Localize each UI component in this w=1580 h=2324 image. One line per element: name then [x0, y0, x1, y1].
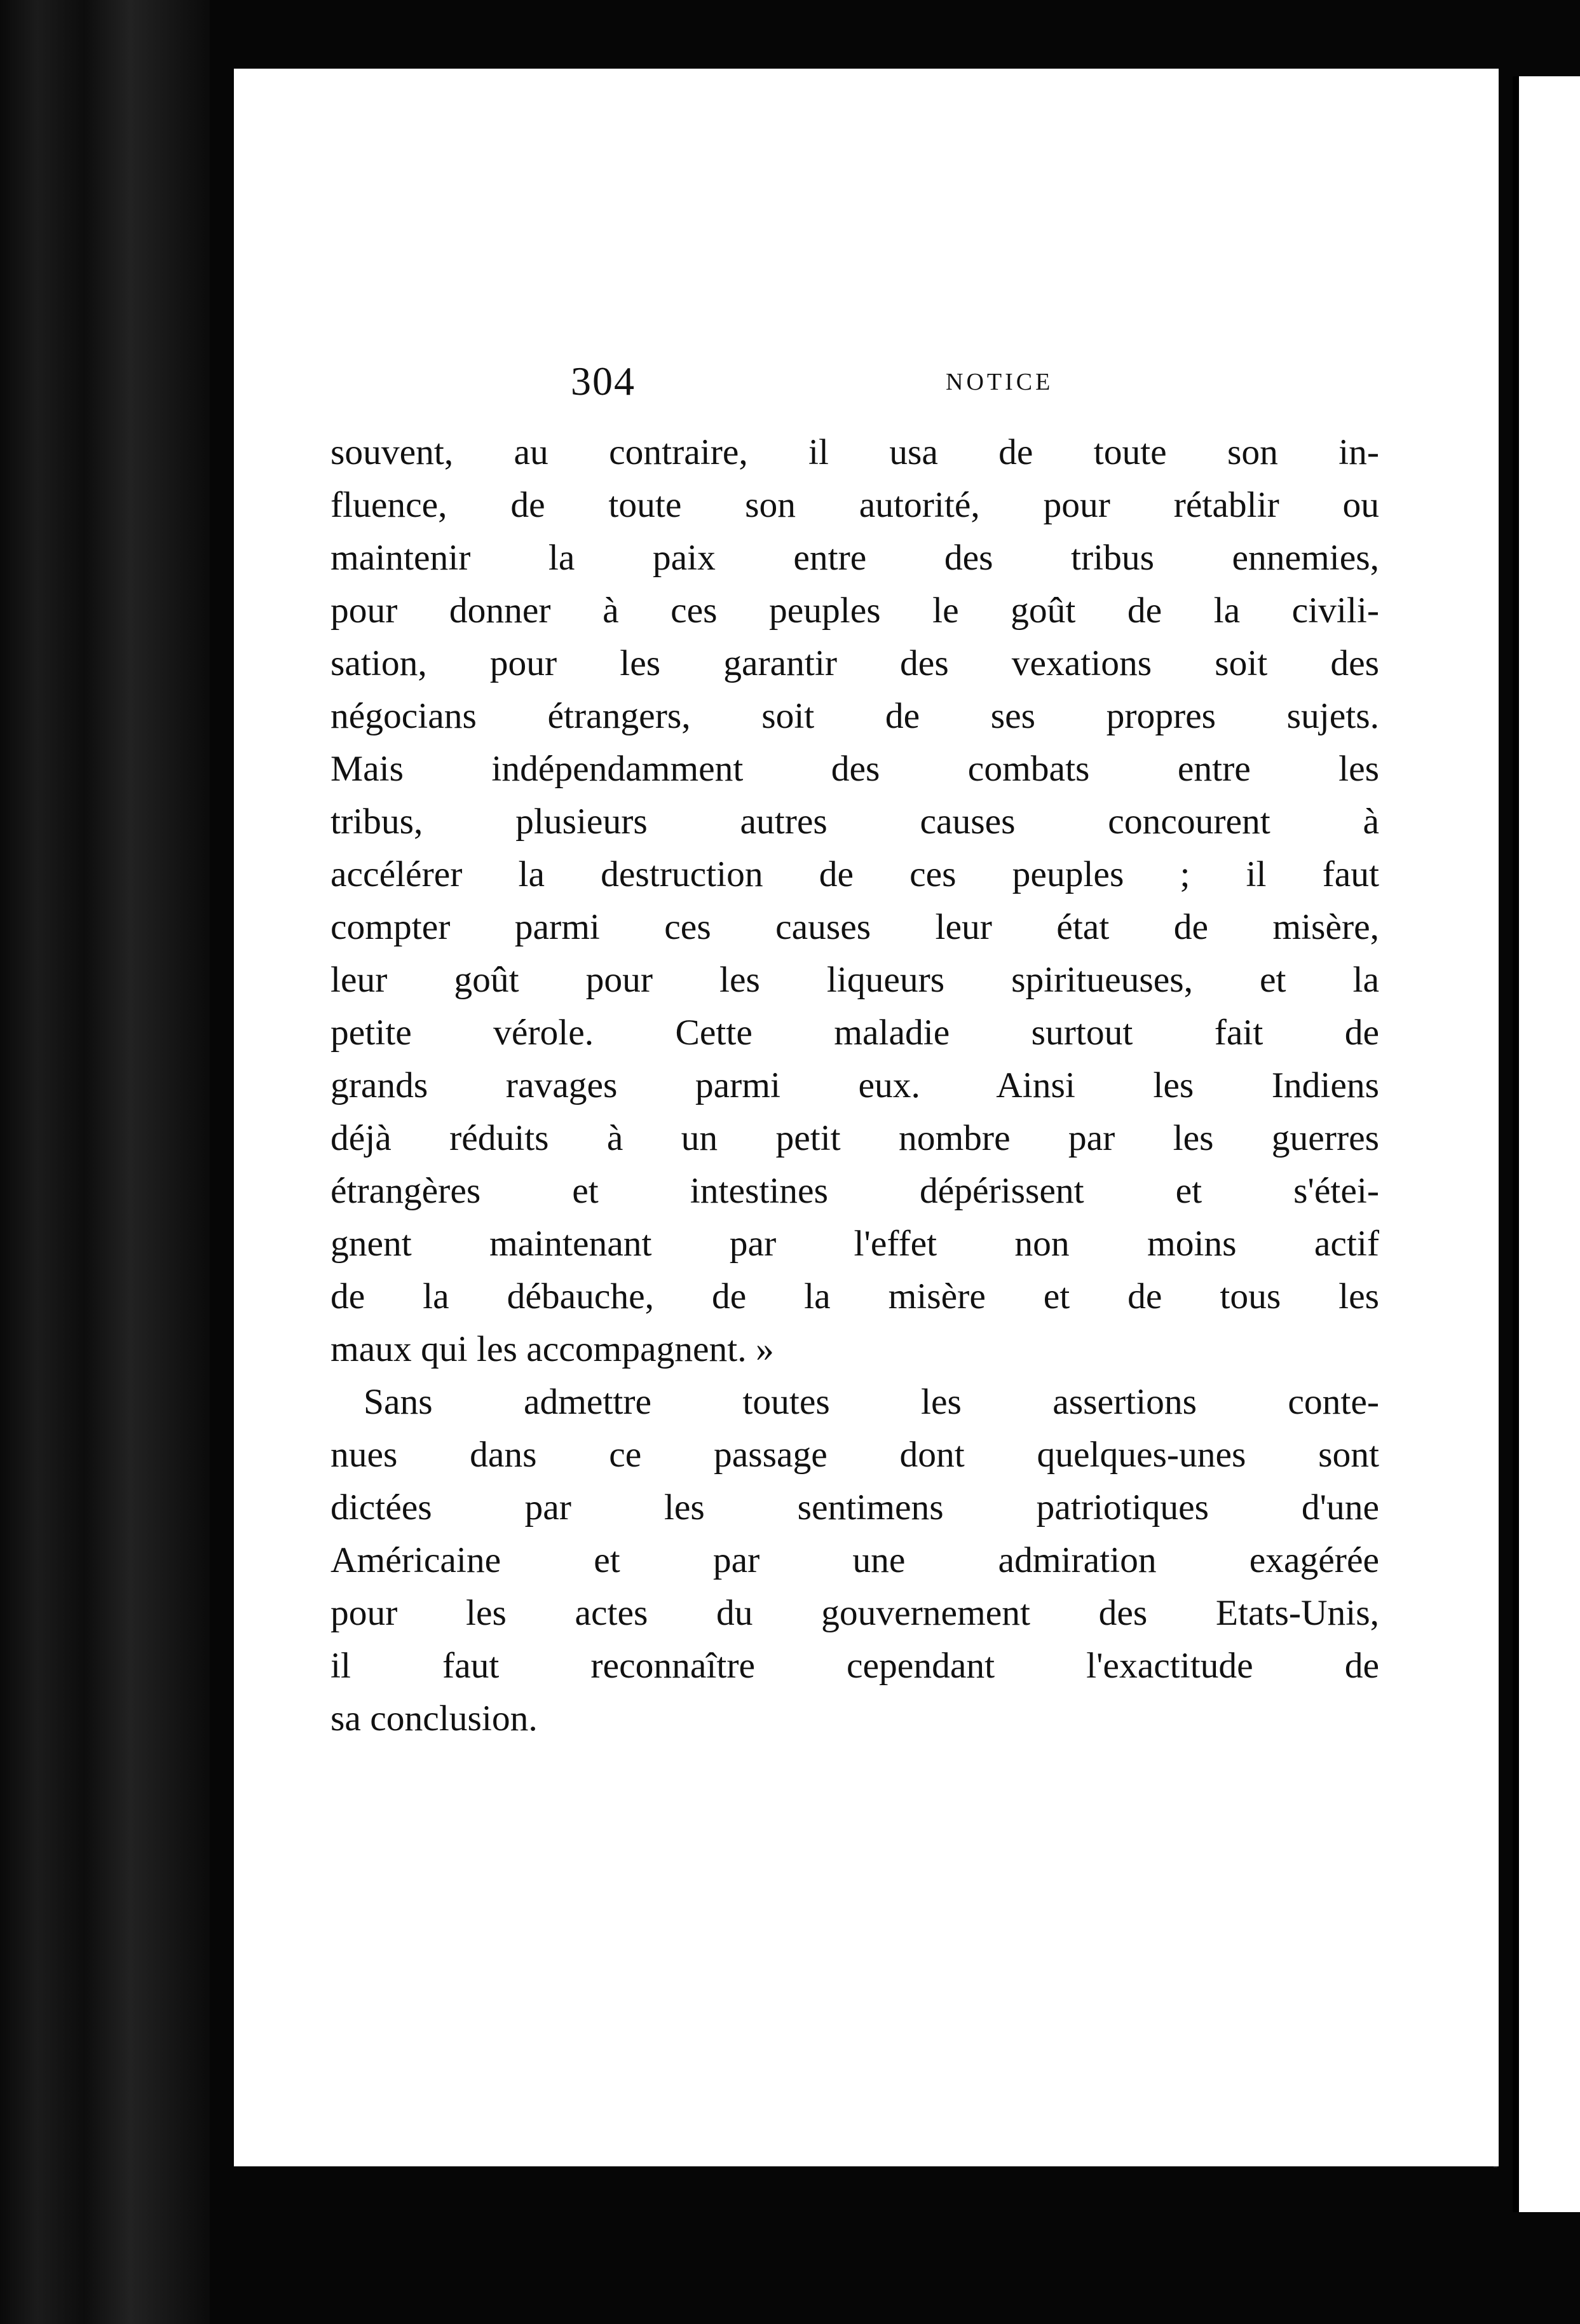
running-title: NOTICE	[946, 369, 1054, 395]
text-line: déjà réduits à un petit nombre par les guerres	[330, 1118, 1379, 1158]
text-line: maux qui les accompagnent. »	[330, 1329, 774, 1369]
book-page	[234, 69, 1499, 2166]
page-number: 304	[571, 359, 636, 404]
text-line: maintenir la paix entre des tribus ennemies,	[330, 538, 1379, 578]
text-line: grands ravages parmi eux. Ainsi les Indiens	[330, 1065, 1379, 1105]
text-line: pour les actes du gouvernement des Etats-Unis,	[330, 1593, 1379, 1633]
text-line: fluence, de toute son autorité, pour rétablir ou	[330, 485, 1379, 525]
text-line: Américaine et par une admiration exagérée	[330, 1540, 1379, 1580]
text-line: sa conclusion.	[330, 1699, 538, 1739]
book-spine	[0, 0, 210, 2324]
text-line: leur goût pour les liqueurs spiritueuses, et la	[330, 960, 1379, 1000]
text-line: il faut reconnaître cependant l'exactitude de	[330, 1646, 1379, 1686]
text-line: Mais indépendamment des combats entre les	[330, 749, 1379, 789]
text-line: négocians étrangers, soit de ses propres sujets.	[330, 696, 1379, 736]
text-line: de la débauche, de la misère et de tous les	[330, 1276, 1379, 1316]
text-line: gnent maintenant par l'effet non moins actif	[330, 1224, 1379, 1264]
running-head	[234, 358, 1499, 409]
facing-page-edge	[1513, 76, 1580, 2212]
text-line: compter parmi ces causes leur état de misère,	[330, 907, 1379, 947]
text-line: accélérer la destruction de ces peuples ; il faut	[330, 854, 1379, 894]
text-line: étrangères et intestines dépérissent et s'étei-	[330, 1171, 1379, 1211]
text-line: petite vérole. Cette maladie surtout fait de	[330, 1013, 1379, 1053]
text-line: souvent, au contraire, il usa de toute son in-	[330, 432, 1379, 472]
text-line: sation, pour les garantir des vexations soit des	[330, 643, 1379, 683]
body-text	[330, 426, 1379, 1745]
text-line: Sans admettre toutes les assertions conte-	[364, 1382, 1379, 1422]
text-line: pour donner à ces peuples le goût de la civili-	[330, 591, 1379, 631]
text-line: nues dans ce passage dont quelques-unes sont	[330, 1435, 1379, 1475]
paragraph-2	[330, 1376, 1379, 1745]
paragraph-1	[330, 426, 1379, 1376]
text-line: tribus, plusieurs autres causes concourent à	[330, 802, 1379, 842]
text-line: dictées par les sentimens patriotiques d'une	[330, 1487, 1379, 1528]
